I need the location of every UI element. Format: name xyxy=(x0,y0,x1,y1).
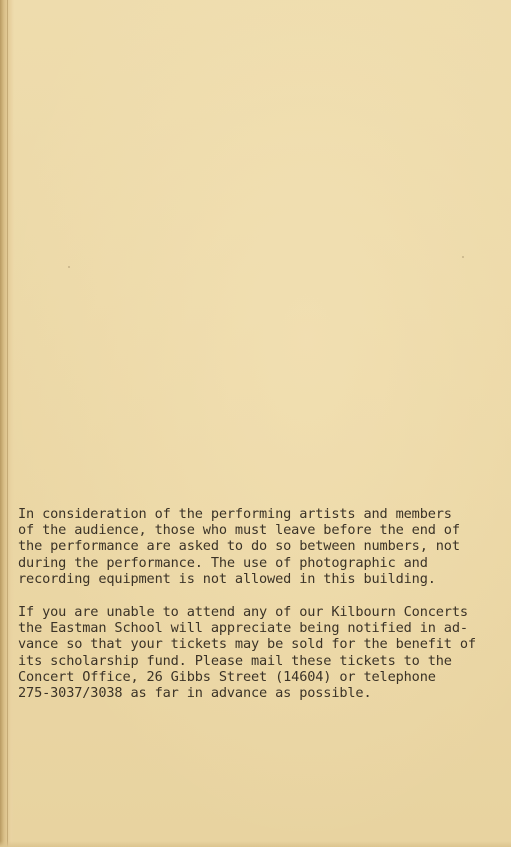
ticket-return-notice: If you are unable to attend any of our Kilbourn Concerts the Eastman School will appreciate being notified in ad- vance so that your tickets may be sold for the benefit of its scholarship fund. Please mail these tickets to the Concert Office, 26 Gibbs Street (14604) or telephone 275-3037/3038 as far in advance as possible. xyxy=(18,604,476,702)
binding-crease xyxy=(7,0,8,847)
audience-conduct-notice: In consideration of the performing artists and members of the audience, those who must leave before the end of the performance are asked to do so between numbers, not during the performance. The use of photographic and recording equipment is not allowed in this building. xyxy=(18,506,460,587)
page-bottom-edge xyxy=(0,841,511,847)
paper-speck xyxy=(462,256,464,258)
paper-speck xyxy=(68,266,70,268)
